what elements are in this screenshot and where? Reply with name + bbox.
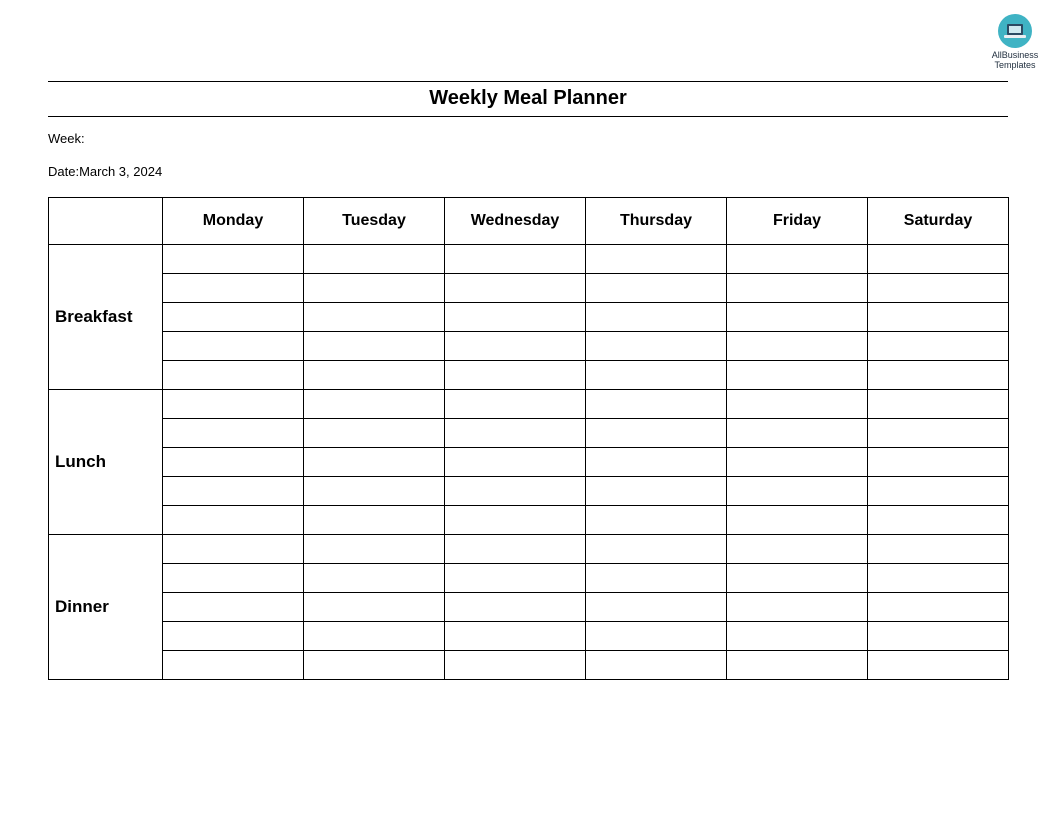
meal-slot-breakfast-saturday[interactable] xyxy=(868,303,1009,332)
table-row xyxy=(49,506,1009,535)
meal-slot-breakfast-monday[interactable] xyxy=(163,274,304,303)
meal-slot-breakfast-wednesday[interactable] xyxy=(445,361,586,390)
meal-slot-dinner-thursday[interactable] xyxy=(586,564,727,593)
table-row xyxy=(49,448,1009,477)
table-row xyxy=(49,274,1009,303)
meal-slot-breakfast-saturday[interactable] xyxy=(868,332,1009,361)
meal-slot-lunch-friday[interactable] xyxy=(727,419,868,448)
table-row xyxy=(49,361,1009,390)
meal-slot-lunch-saturday[interactable] xyxy=(868,419,1009,448)
table-row xyxy=(49,332,1009,361)
meal-slot-breakfast-wednesday[interactable] xyxy=(445,245,586,274)
meal-slot-dinner-monday[interactable] xyxy=(163,564,304,593)
meal-slot-dinner-tuesday[interactable] xyxy=(304,593,445,622)
meal-slot-breakfast-friday[interactable] xyxy=(727,361,868,390)
meal-slot-lunch-thursday[interactable] xyxy=(586,506,727,535)
meal-slot-breakfast-monday[interactable] xyxy=(163,361,304,390)
title-bottom-rule xyxy=(48,116,1008,117)
meal-slot-dinner-wednesday[interactable] xyxy=(445,564,586,593)
week-label: Week: xyxy=(48,131,85,146)
meal-slot-lunch-saturday[interactable] xyxy=(868,390,1009,419)
meal-slot-lunch-monday[interactable] xyxy=(163,419,304,448)
meal-slot-dinner-saturday[interactable] xyxy=(868,622,1009,651)
meal-slot-breakfast-saturday[interactable] xyxy=(868,245,1009,274)
meal-label-breakfast: Breakfast xyxy=(49,245,163,390)
meal-slot-breakfast-thursday[interactable] xyxy=(586,274,727,303)
table-row xyxy=(49,245,1009,274)
logo-text-line1: AllBusiness xyxy=(991,50,1039,60)
meal-slot-dinner-saturday[interactable] xyxy=(868,535,1009,564)
meal-slot-lunch-tuesday[interactable] xyxy=(304,477,445,506)
meal-slot-dinner-wednesday[interactable] xyxy=(445,651,586,680)
meal-slot-dinner-friday[interactable] xyxy=(727,535,868,564)
corner-cell xyxy=(49,198,163,245)
meal-slot-lunch-monday[interactable] xyxy=(163,448,304,477)
meal-slot-dinner-saturday[interactable] xyxy=(868,564,1009,593)
meal-slot-dinner-wednesday[interactable] xyxy=(445,535,586,564)
meal-label-dinner: Dinner xyxy=(49,535,163,680)
meal-slot-breakfast-thursday[interactable] xyxy=(586,332,727,361)
meal-slot-lunch-friday[interactable] xyxy=(727,506,868,535)
meal-slot-lunch-friday[interactable] xyxy=(727,390,868,419)
meal-slot-lunch-monday[interactable] xyxy=(163,506,304,535)
meal-slot-breakfast-saturday[interactable] xyxy=(868,361,1009,390)
header-row xyxy=(49,198,1009,245)
table-row xyxy=(49,593,1009,622)
meal-slot-lunch-tuesday[interactable] xyxy=(304,448,445,477)
meal-slot-dinner-monday[interactable] xyxy=(163,651,304,680)
meal-slot-dinner-saturday[interactable] xyxy=(868,593,1009,622)
meal-slot-breakfast-monday[interactable] xyxy=(163,332,304,361)
day-header-monday: Monday xyxy=(163,198,304,245)
meal-slot-breakfast-tuesday[interactable] xyxy=(304,274,445,303)
meal-slot-dinner-wednesday[interactable] xyxy=(445,622,586,651)
page-title: Weekly Meal Planner xyxy=(429,87,627,109)
meal-slot-lunch-tuesday[interactable] xyxy=(304,390,445,419)
meal-slot-lunch-wednesday[interactable] xyxy=(445,390,586,419)
meal-slot-dinner-friday[interactable] xyxy=(727,622,868,651)
table-row xyxy=(49,622,1009,651)
meal-slot-breakfast-tuesday[interactable] xyxy=(304,332,445,361)
meal-label-lunch: Lunch xyxy=(49,390,163,535)
meal-slot-breakfast-friday[interactable] xyxy=(727,303,868,332)
meal-slot-lunch-saturday[interactable] xyxy=(868,448,1009,477)
meal-slot-breakfast-wednesday[interactable] xyxy=(445,332,586,361)
table-row xyxy=(49,651,1009,680)
meal-slot-lunch-wednesday[interactable] xyxy=(445,419,586,448)
meal-slot-dinner-tuesday[interactable] xyxy=(304,622,445,651)
meal-slot-lunch-monday[interactable] xyxy=(163,390,304,419)
meal-slot-dinner-tuesday[interactable] xyxy=(304,535,445,564)
meal-slot-lunch-monday[interactable] xyxy=(163,477,304,506)
meal-slot-breakfast-saturday[interactable] xyxy=(868,274,1009,303)
meal-slot-dinner-thursday[interactable] xyxy=(586,651,727,680)
allbusiness-templates-logo xyxy=(985,14,1045,70)
meal-slot-dinner-thursday[interactable] xyxy=(586,593,727,622)
meal-slot-dinner-friday[interactable] xyxy=(727,593,868,622)
meal-slot-lunch-thursday[interactable] xyxy=(586,477,727,506)
meal-slot-lunch-saturday[interactable] xyxy=(868,477,1009,506)
meal-slot-breakfast-monday[interactable] xyxy=(163,245,304,274)
meal-slot-dinner-friday[interactable] xyxy=(727,564,868,593)
meal-slot-breakfast-monday[interactable] xyxy=(163,303,304,332)
table-row xyxy=(49,535,1009,564)
meal-slot-lunch-friday[interactable] xyxy=(727,477,868,506)
meal-slot-dinner-tuesday[interactable] xyxy=(304,564,445,593)
meal-slot-dinner-wednesday[interactable] xyxy=(445,593,586,622)
meal-slot-breakfast-wednesday[interactable] xyxy=(445,303,586,332)
meal-slot-dinner-saturday[interactable] xyxy=(868,651,1009,680)
table-row xyxy=(49,390,1009,419)
meal-slot-dinner-monday[interactable] xyxy=(163,535,304,564)
meal-slot-breakfast-tuesday[interactable] xyxy=(304,303,445,332)
meal-slot-lunch-thursday[interactable] xyxy=(586,390,727,419)
meal-slot-breakfast-thursday[interactable] xyxy=(586,303,727,332)
date-label: Date:March 3, 2024 xyxy=(48,164,163,179)
meal-slot-lunch-thursday[interactable] xyxy=(586,419,727,448)
meal-slot-lunch-wednesday[interactable] xyxy=(445,448,586,477)
day-header-tuesday: Tuesday xyxy=(304,198,445,245)
meal-slot-breakfast-tuesday[interactable] xyxy=(304,361,445,390)
meal-slot-breakfast-friday[interactable] xyxy=(727,245,868,274)
meal-slot-lunch-saturday[interactable] xyxy=(868,506,1009,535)
meal-slot-dinner-thursday[interactable] xyxy=(586,535,727,564)
day-header-saturday: Saturday xyxy=(868,198,1009,245)
table-row xyxy=(49,303,1009,332)
meal-slot-lunch-wednesday[interactable] xyxy=(445,506,586,535)
meal-planner-table xyxy=(48,197,1009,680)
meal-slot-lunch-friday[interactable] xyxy=(727,448,868,477)
meal-slot-dinner-thursday[interactable] xyxy=(586,622,727,651)
meal-slot-dinner-monday[interactable] xyxy=(163,622,304,651)
day-header-thursday: Thursday xyxy=(586,198,727,245)
meal-slot-lunch-wednesday[interactable] xyxy=(445,477,586,506)
meal-slot-dinner-monday[interactable] xyxy=(163,593,304,622)
meal-slot-breakfast-friday[interactable] xyxy=(727,274,868,303)
meal-slot-dinner-friday[interactable] xyxy=(727,651,868,680)
logo-text-line2: Templates xyxy=(994,60,1036,70)
day-header-friday: Friday xyxy=(727,198,868,245)
meal-slot-lunch-tuesday[interactable] xyxy=(304,419,445,448)
meal-slot-dinner-tuesday[interactable] xyxy=(304,651,445,680)
day-header-wednesday: Wednesday xyxy=(445,198,586,245)
meal-slot-breakfast-friday[interactable] xyxy=(727,332,868,361)
meal-slot-lunch-thursday[interactable] xyxy=(586,448,727,477)
table-row xyxy=(49,477,1009,506)
table-row xyxy=(49,564,1009,593)
laptop-icon xyxy=(998,14,1032,48)
meal-slot-lunch-tuesday[interactable] xyxy=(304,506,445,535)
meal-slot-breakfast-wednesday[interactable] xyxy=(445,274,586,303)
meal-slot-breakfast-tuesday[interactable] xyxy=(304,245,445,274)
meal-slot-breakfast-thursday[interactable] xyxy=(586,245,727,274)
meal-slot-breakfast-thursday[interactable] xyxy=(586,361,727,390)
title-top-rule xyxy=(48,81,1008,82)
table-row xyxy=(49,419,1009,448)
